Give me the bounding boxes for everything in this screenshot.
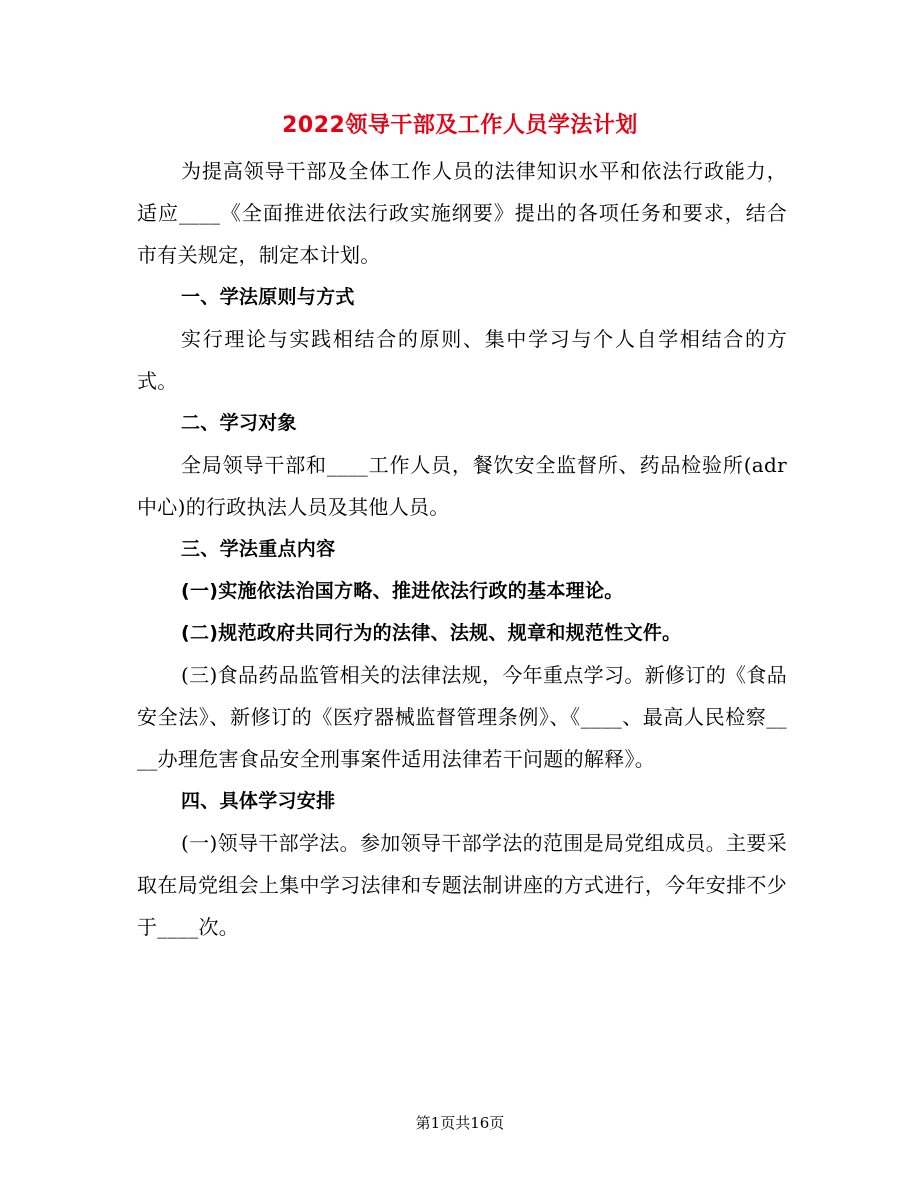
section-heading-content: 三、学法重点内容: [181, 538, 336, 560]
content-item-1: (一)实施依法治国方略、推进依法行政的基本理论。: [181, 580, 624, 602]
arrangement-item-1: (一)领导干部学法。参加领导干部学法的范围是局党组成员。主要采取在局党组会上集中学习法律和专题法制讲座的方式进行，今年安排不少于____次。: [137, 831, 787, 939]
document-title: 2022领导干部及工作人员学法计划: [282, 113, 638, 138]
content-item-2: (二)规范政府共同行为的法律、法规、规章和规范性文件。: [181, 622, 682, 644]
page-number: 第1页共16页: [415, 1114, 505, 1132]
document-body: [137, 150, 787, 948]
section-heading-principles: 一、学法原则与方式: [181, 286, 355, 308]
paragraph-principles: 实行理论与实践相结合的原则、集中学习与个人自学相结合的方式。: [137, 327, 787, 393]
section-heading-audience: 二、学习对象: [181, 412, 297, 434]
section-heading-arrangement: 四、具体学习安排: [181, 790, 336, 812]
paragraph-intro: 为提高领导干部及全体工作人员的法律知识水平和依法行政能力，适应____《全面推进依法行政实施纲要》提出的各项任务和要求，结合市有关规定，制定本计划。: [137, 159, 787, 267]
content-item-3: (三)食品药品监管相关的法律法规，今年重点学习。新修订的《食品安全法》、新修订的《医疗器械监督管理条例》、《____、最高人民检察____办理危害食品安全刑事案件适用法律若干问题的解释》。: [137, 663, 787, 771]
paragraph-audience: 全局领导干部和____工作人员，餐饮安全监督所、药品检验所(adr中心)的行政执法人员及其他人员。: [137, 453, 787, 519]
